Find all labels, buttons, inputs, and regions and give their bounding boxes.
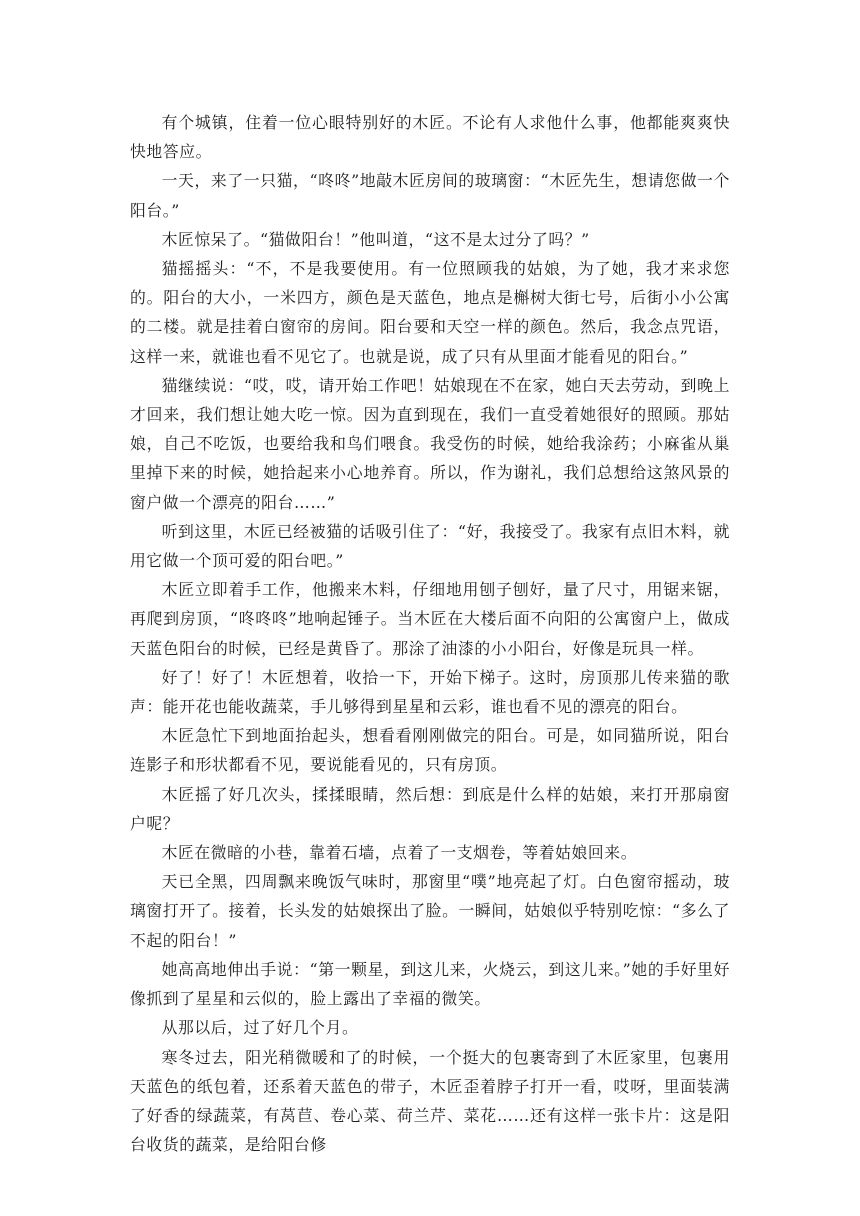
paragraph: 好了！好了！木匠想着，收拾一下，开始下梯子。这时，房顶那儿传来猫的歌声：能开花也能收蔬菜，手儿够得到星星和云彩，谁也看不见的漂亮的阳台。 [130, 667, 730, 717]
paragraph: 木匠立即着手工作，他搬来木料，仔细地用刨子刨好，量了尺寸，用锯来锯，再爬到房顶，“咚咚咚”地响起锤子。当木匠在大楼后面不向阳的公寓窗户上，做成天蓝色阳台的时候，已经是黄昏了。那涂了油漆的小小阳台，好像是玩具一样。 [130, 580, 730, 658]
paragraph: 猫继续说：“哎，哎，请开始工作吧！姑娘现在不在家，她白天去劳动，到晚上才回来，我们想让她大吃一惊。因为直到现在，我们一直受着她很好的照顾。那姑娘，自己不吃饭，也要给我和鸟们喂食。我受伤的时候，她给我涂药；小麻雀从巢里掉下来的时候，她拾起来小心地养育。所以，作为谢礼，我们总想给这煞风景的窗户做一个漂亮的阳台……” [130, 375, 730, 512]
paragraph: 天已全黑，四周飘来晚饭气味时，那窗里“噗”地亮起了灯。白色窗帘摇动，玻璃窗打开了。接着，长头发的姑娘探出了脸。一瞬间，姑娘似乎特别吃惊：“多么了不起的阳台！” [130, 872, 730, 950]
paragraph: 寒冬过去，阳光稍微暖和了的时候，一个挺大的包裹寄到了木匠家里，包裹用天蓝色的纸包着，还系着天蓝色的带子，木匠歪着脖子打开一看，哎呀，里面装满了好香的绿蔬菜，有莴苣、卷心菜、荷兰芹、菜花……还有这样一张卡片：这是阳台收货的蔬菜，是给阳台修 [130, 1047, 730, 1155]
paragraph: 木匠惊呆了。“猫做阳台！”他叫道，“这不是太过分了吗？” [161, 229, 590, 249]
story-text [130, 108, 730, 1159]
paragraph: 有个城镇，住着一位心眼特别好的木匠。不论有人求他什么事，他都能爽爽快快地答应。 [130, 113, 730, 162]
paragraph: 木匠急忙下到地面抬起头，想看看刚刚做完的阳台。可是，如同猫所说，阳台连影子和形状都看不见，要说能看见的，只有房顶。 [130, 726, 730, 775]
paragraph: 木匠摇了好几次头，揉揉眼睛，然后想：到底是什么样的姑娘，来打开那扇窗户呢？ [130, 784, 730, 833]
paragraph: 她高高地伸出手说：“第一颗星，到这儿来，火烧云，到这儿来。”她的手好里好像抓到了星星和云似的，脸上露出了幸福的微笑。 [130, 959, 730, 1009]
paragraph: 猫摇摇头：“不，不是我要使用。有一位照顾我的姑娘，为了她，我才来求您的。阳台的大小，一米四方，颜色是天蓝色，地点是槲树大街七号，后街小小公寓的二楼。就是挂着白窗帘的房间。阳台要和天空一样的颜色。然后，我念点咒语，这样一来，就谁也看不见它了。也就是说，成了只有从里面才能看见的阳台。” [130, 259, 730, 366]
paragraph: 从那以后，过了好几个月。 [161, 1018, 359, 1038]
paragraph: 木匠在微暗的小巷，靠着石墙，点着了一支烟卷，等着姑娘回来。 [161, 843, 638, 863]
paragraph: 听到这里，木匠已经被猫的话吸引住了：“好，我接受了。我家有点旧木料，就用它做一个顶可爱的阳台吧。” [130, 521, 730, 571]
paragraph: 一天，来了一只猫，“咚咚”地敲木匠房间的玻璃窗：“木匠先生，想请您做一个阳台。” [130, 171, 730, 220]
